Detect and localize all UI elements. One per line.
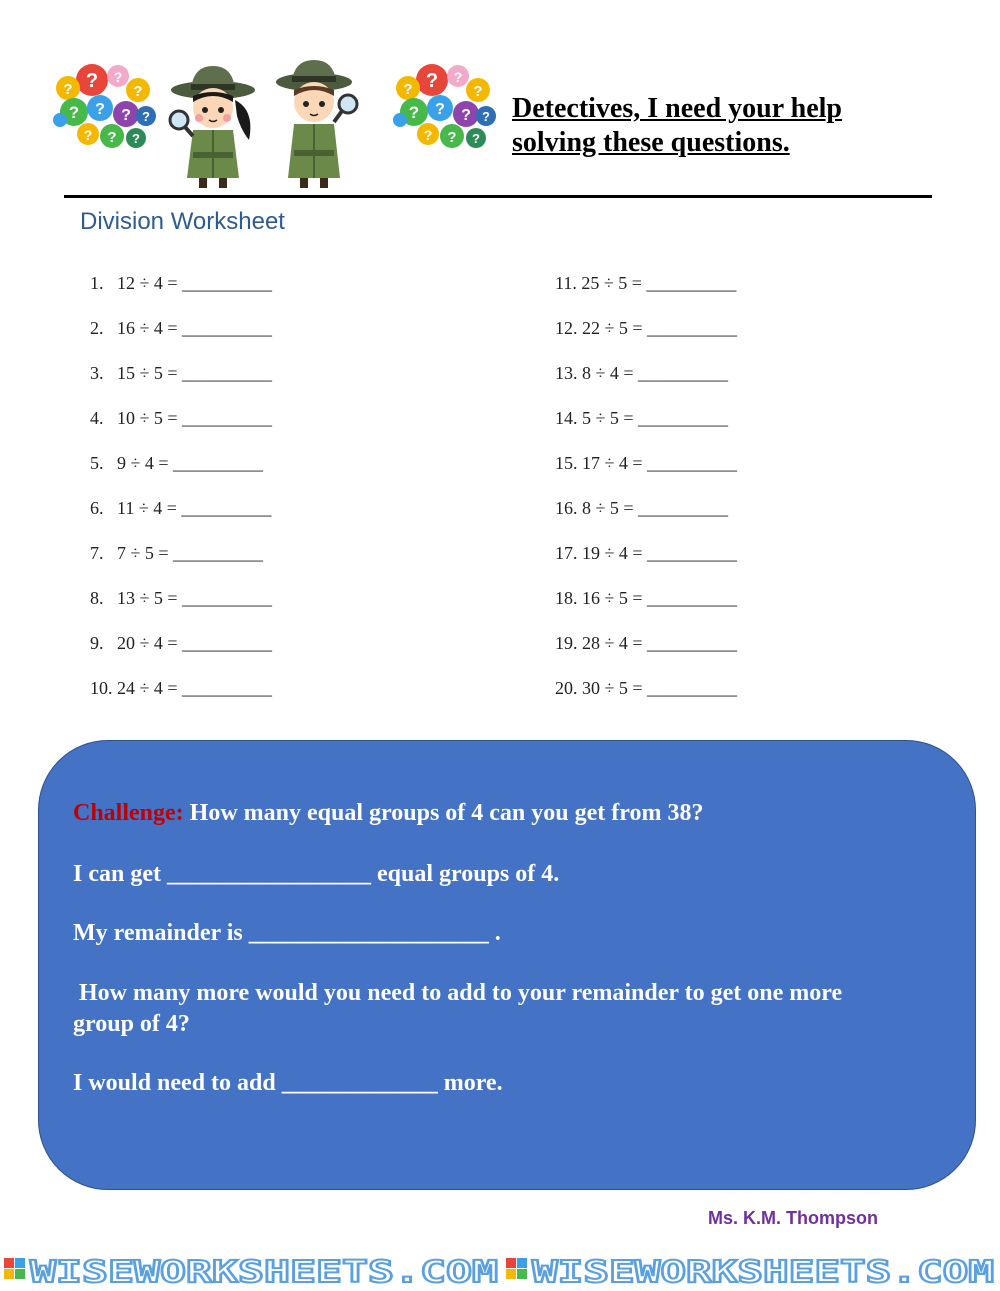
challenge-line-more-question-cont: group of 4? <box>73 1011 190 1037</box>
worksheet-title: Division Worksheet <box>80 208 285 235</box>
svg-text:?: ? <box>473 83 483 100</box>
svg-text:?: ? <box>107 129 117 146</box>
problem-14: 14. 5 ÷ 5 = __________ <box>555 408 729 428</box>
svg-text:?: ? <box>408 103 420 122</box>
problem-8: 8. 13 ÷ 5 = __________ <box>90 588 273 608</box>
problem-19: 19. 28 ÷ 4 = __________ <box>555 633 738 653</box>
challenge-line-groups: I can get _________________ equal groups of 4. <box>73 861 560 887</box>
challenge-label: Challenge: <box>73 800 184 826</box>
svg-text:?: ? <box>435 101 445 118</box>
problem-16: 16. 8 ÷ 5 = __________ <box>555 498 729 518</box>
watermark-logo-right-icon <box>506 1258 527 1279</box>
watermark-text-left: WISEWORKSHEETS.COM <box>30 1255 498 1290</box>
problem-3: 3. 15 ÷ 5 = __________ <box>90 363 273 383</box>
svg-text:?: ? <box>63 81 73 98</box>
header-divider <box>64 195 932 198</box>
svg-text:?: ? <box>472 131 480 146</box>
svg-text:?: ? <box>68 103 80 122</box>
problem-20: 20. 30 ÷ 5 = __________ <box>555 678 738 698</box>
watermark-text-right: WISEWORKSHEETS.COM <box>532 1255 994 1290</box>
problem-4: 4. 10 ÷ 5 = __________ <box>90 408 273 428</box>
problem-9: 9. 20 ÷ 4 = __________ <box>90 633 273 653</box>
svg-text:?: ? <box>121 107 131 124</box>
svg-text:?: ? <box>425 70 439 92</box>
problem-5: 5. 9 ÷ 4 = __________ <box>90 453 264 473</box>
challenge-question <box>73 800 703 827</box>
challenge-line-more-question: How many more would you need to add to your remainder to get one more <box>73 980 843 1006</box>
page-heading <box>512 92 842 160</box>
question-marks-cluster-right <box>390 60 500 150</box>
svg-text:?: ? <box>133 83 143 100</box>
challenge-line-add: I would need to add _____________ more. <box>73 1070 503 1096</box>
svg-text:?: ? <box>447 129 457 146</box>
svg-text:?: ? <box>461 107 471 124</box>
author-credit: Ms. K.M. Thompson <box>708 1208 878 1228</box>
svg-text:?: ? <box>423 127 433 143</box>
svg-text:?: ? <box>453 69 463 85</box>
problem-6: 6. 11 ÷ 4 = __________ <box>90 498 272 518</box>
question-marks-cluster-left <box>50 60 160 150</box>
svg-text:?: ? <box>113 69 123 85</box>
girl-detective-icon <box>165 60 265 190</box>
svg-text:?: ? <box>142 109 150 124</box>
problem-18: 18. 16 ÷ 5 = __________ <box>555 588 738 608</box>
svg-text:?: ? <box>482 109 490 124</box>
challenge-line-remainder: My remainder is ____________________ . <box>73 920 501 946</box>
boy-detective-icon <box>268 60 363 190</box>
svg-text:?: ? <box>83 127 93 143</box>
watermark-logo-left-icon <box>4 1258 25 1279</box>
problem-15: 15. 17 ÷ 4 = __________ <box>555 453 738 473</box>
problem-13: 13. 8 ÷ 4 = __________ <box>555 363 729 383</box>
problem-1: 1. 12 ÷ 4 = __________ <box>90 273 273 293</box>
svg-text:?: ? <box>95 101 105 118</box>
problem-11: 11. 25 ÷ 5 = __________ <box>555 273 737 293</box>
watermark-footer <box>0 1252 1000 1291</box>
problem-17: 17. 19 ÷ 4 = __________ <box>555 543 738 563</box>
problem-2: 2. 16 ÷ 4 = __________ <box>90 318 273 338</box>
problem-12: 12. 22 ÷ 5 = __________ <box>555 318 738 338</box>
problem-7: 7. 7 ÷ 5 = __________ <box>90 543 264 563</box>
challenge-question-text: How many equal groups of 4 can you get from 38? <box>183 800 704 826</box>
svg-text:?: ? <box>85 70 99 92</box>
svg-text:?: ? <box>403 81 413 98</box>
heading-line-2: solving these questions. <box>512 127 790 158</box>
heading-line-1: Detectives, I need your help <box>512 93 842 124</box>
problem-10: 10. 24 ÷ 4 = __________ <box>90 678 273 698</box>
svg-text:?: ? <box>132 131 140 146</box>
